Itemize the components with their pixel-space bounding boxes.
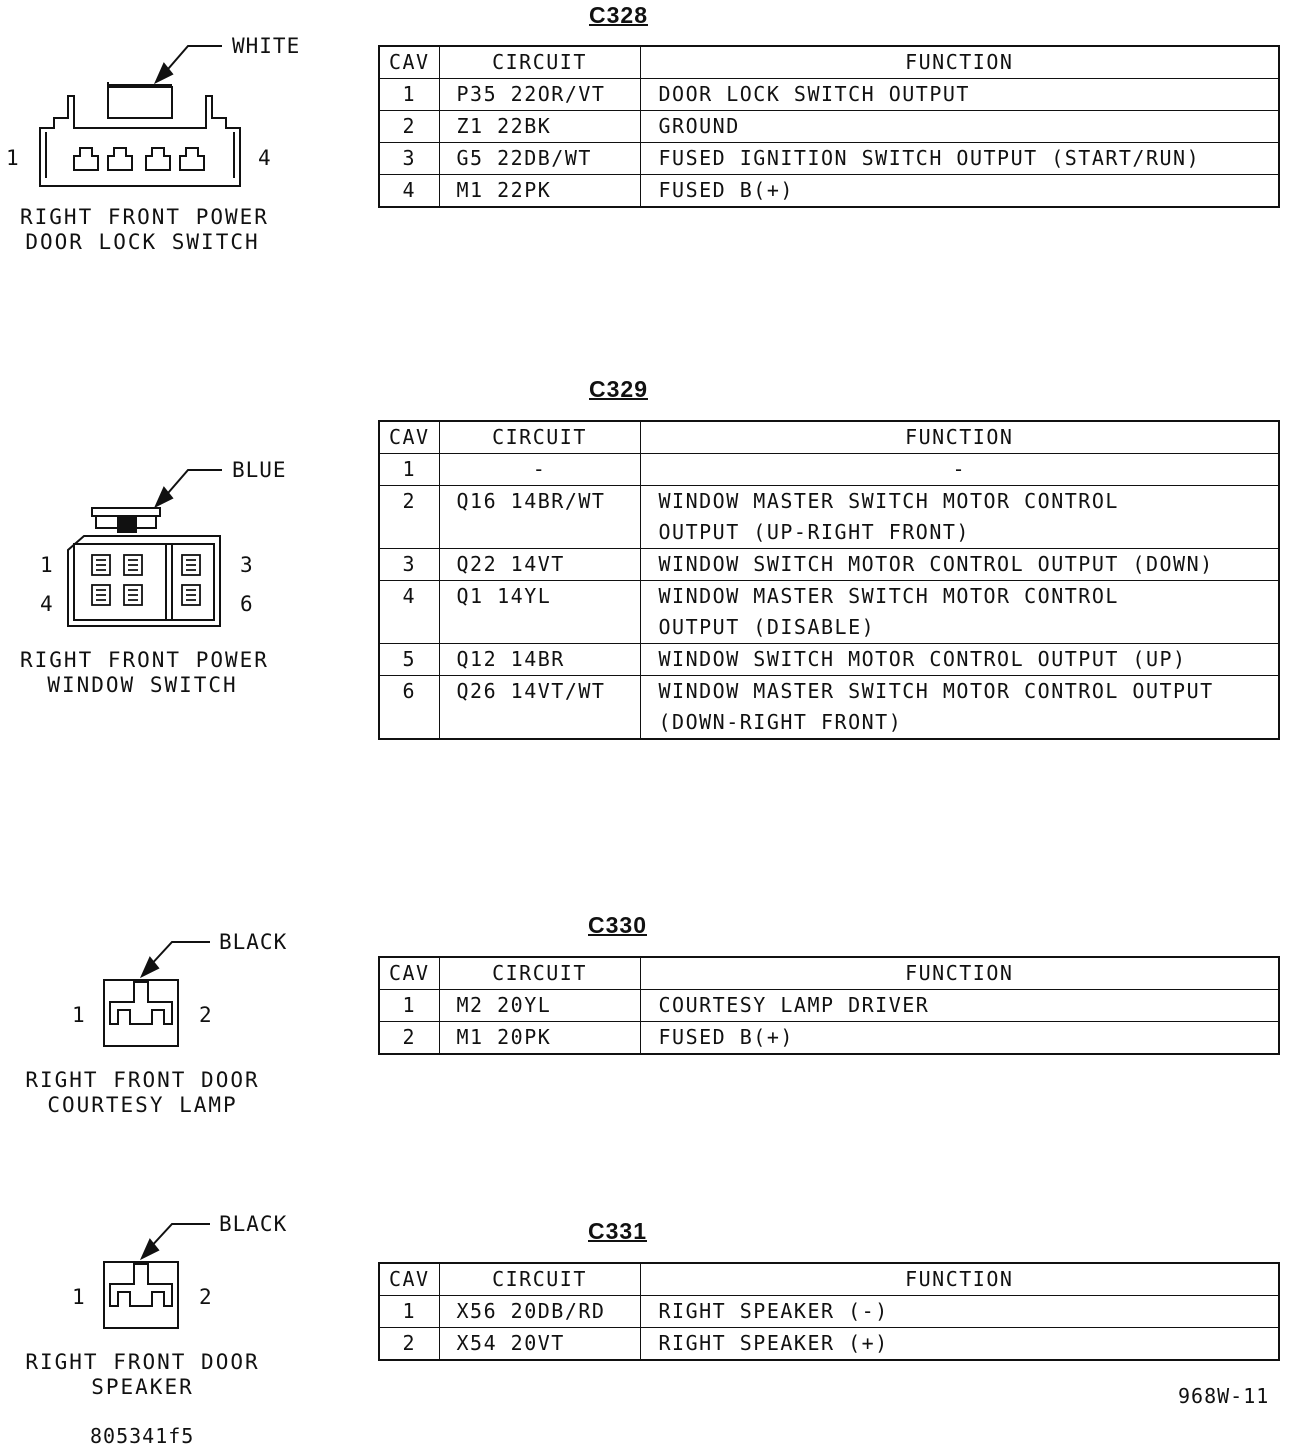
column-header: CAV [379,46,439,79]
table-header-row [379,957,1279,990]
circuit-code: M1 22PK [439,175,640,208]
circuit-code: - [439,454,640,486]
function-line: OUTPUT (DISABLE) [658,615,876,639]
circuit-function [640,581,1279,644]
cavity-number: 3 [379,143,439,175]
connector-color-label: BLACK [219,1212,288,1236]
function-line: GROUND [658,114,740,138]
connector-id-title: C331 [588,1218,647,1244]
circuit-function [640,644,1279,676]
cavity-number: 2 [379,1328,439,1361]
figure-code: 968W-11 [1178,1384,1270,1408]
function-line: WINDOW SWITCH MOTOR CONTROL OUTPUT (DOWN) [658,552,1214,576]
table-row [379,111,1279,143]
circuit-function [640,79,1279,111]
pin-number: 2 [199,1285,212,1309]
function-line: RIGHT SPEAKER (+) [658,1331,889,1355]
function-line: WINDOW MASTER SWITCH MOTOR CONTROL OUTPUT [658,679,1214,703]
table-row [379,1296,1279,1328]
circuit-function [640,549,1279,581]
circuit-function [640,175,1279,208]
cavity-number: 1 [379,79,439,111]
table-row [379,175,1279,208]
circuit-code: Q22 14VT [439,549,640,581]
cavity-number: 2 [379,111,439,143]
cavity-number: 3 [379,549,439,581]
circuit-code: M1 20PK [439,1022,640,1055]
cavity-number: 4 [379,581,439,644]
column-header: CIRCUIT [439,46,640,79]
connector-id-title: C329 [589,376,648,402]
column-header: CIRCUIT [439,957,640,990]
column-header: CAV [379,421,439,454]
function-line: WINDOW MASTER SWITCH MOTOR CONTROL [658,584,1119,608]
table-row [379,143,1279,175]
table-header-row [379,1263,1279,1296]
circuit-code: Q26 14VT/WT [439,676,640,740]
table-row [379,990,1279,1022]
circuit-code: Q1 14YL [439,581,640,644]
connector-name: RIGHT FRONT POWER WINDOW SWITCH [20,648,269,697]
circuit-code: Z1 22BK [439,111,640,143]
function-line: FUSED IGNITION SWITCH OUTPUT (START/RUN) [658,146,1201,170]
column-header: FUNCTION [640,46,1279,79]
pin-number: 4 [258,146,271,170]
function-line: COURTESY LAMP DRIVER [658,993,930,1017]
circuit-function [640,1022,1279,1055]
function-line: OUTPUT (UP-RIGHT FRONT) [658,520,970,544]
pin-number: 6 [240,592,253,616]
circuit-function [640,143,1279,175]
connector-color-label: WHITE [232,34,301,58]
circuit-code: P35 22OR/VT [439,79,640,111]
function-line: - [952,457,967,481]
function-line: RIGHT SPEAKER (-) [658,1299,889,1323]
cavity-number: 1 [379,454,439,486]
table-row [379,79,1279,111]
table-row [379,676,1279,740]
column-header: FUNCTION [640,957,1279,990]
circuit-function [640,676,1279,740]
connector-drawing-door-lock-switch [0,0,300,200]
cavity-number: 4 [379,175,439,208]
cavity-number: 2 [379,486,439,549]
table-row [379,1022,1279,1055]
function-line: DOOR LOCK SWITCH OUTPUT [658,82,970,106]
circuit-code: G5 22DB/WT [439,143,640,175]
cavity-number: 2 [379,1022,439,1055]
circuit-code: Q16 14BR/WT [439,486,640,549]
circuit-code: Q12 14BR [439,644,640,676]
circuit-function [640,1296,1279,1328]
column-header: FUNCTION [640,1263,1279,1296]
circuit-code: X54 20VT [439,1328,640,1361]
connector-color-label: BLUE [232,458,287,482]
circuit-function [640,454,1279,486]
connector-drawing-speaker [0,1202,300,1342]
pin-number: 1 [72,1003,85,1027]
circuit-code: M2 20YL [439,990,640,1022]
circuit-code: X56 20DB/RD [439,1296,640,1328]
cavity-number: 1 [379,990,439,1022]
circuit-function [640,990,1279,1022]
connector-id-title: C328 [589,2,648,28]
connector-pinout-table [378,45,1280,208]
column-header: FUNCTION [640,421,1279,454]
circuit-function [640,111,1279,143]
connector-name: RIGHT FRONT DOOR SPEAKER [25,1350,260,1399]
function-line: WINDOW SWITCH MOTOR CONTROL OUTPUT (UP) [658,647,1187,671]
pin-number: 1 [72,1285,85,1309]
connector-drawing-courtesy-lamp [0,920,300,1060]
connector-id-title: C330 [588,912,647,938]
table-row [379,644,1279,676]
function-line: WINDOW MASTER SWITCH MOTOR CONTROL [658,489,1119,513]
connector-pinout-table [378,1262,1280,1361]
table-row [379,1328,1279,1361]
connector-color-label: BLACK [219,930,288,954]
table-header-row [379,46,1279,79]
connector-pinout-table [378,420,1280,740]
cavity-number: 6 [379,676,439,740]
table-row [379,581,1279,644]
column-header: CAV [379,957,439,990]
pin-number: 1 [40,553,53,577]
connector-name: RIGHT FRONT DOOR COURTESY LAMP [25,1068,260,1117]
function-line: FUSED B(+) [658,1025,794,1049]
column-header: CIRCUIT [439,1263,640,1296]
function-line: FUSED B(+) [658,178,794,202]
table-row [379,454,1279,486]
pin-number: 4 [40,592,53,616]
column-header: CAV [379,1263,439,1296]
function-line: (DOWN-RIGHT FRONT) [658,710,903,734]
table-row [379,486,1279,549]
pin-number: 1 [6,146,19,170]
circuit-function [640,486,1279,549]
cavity-number: 1 [379,1296,439,1328]
pin-number: 2 [199,1003,212,1027]
circuit-function [640,1328,1279,1361]
connector-name: RIGHT FRONT POWER DOOR LOCK SWITCH [20,205,269,254]
image-code: 805341f5 [90,1424,195,1448]
connector-pinout-table [378,956,1280,1055]
cavity-number: 5 [379,644,439,676]
table-header-row [379,421,1279,454]
column-header: CIRCUIT [439,421,640,454]
pin-number: 3 [240,553,253,577]
table-row [379,549,1279,581]
